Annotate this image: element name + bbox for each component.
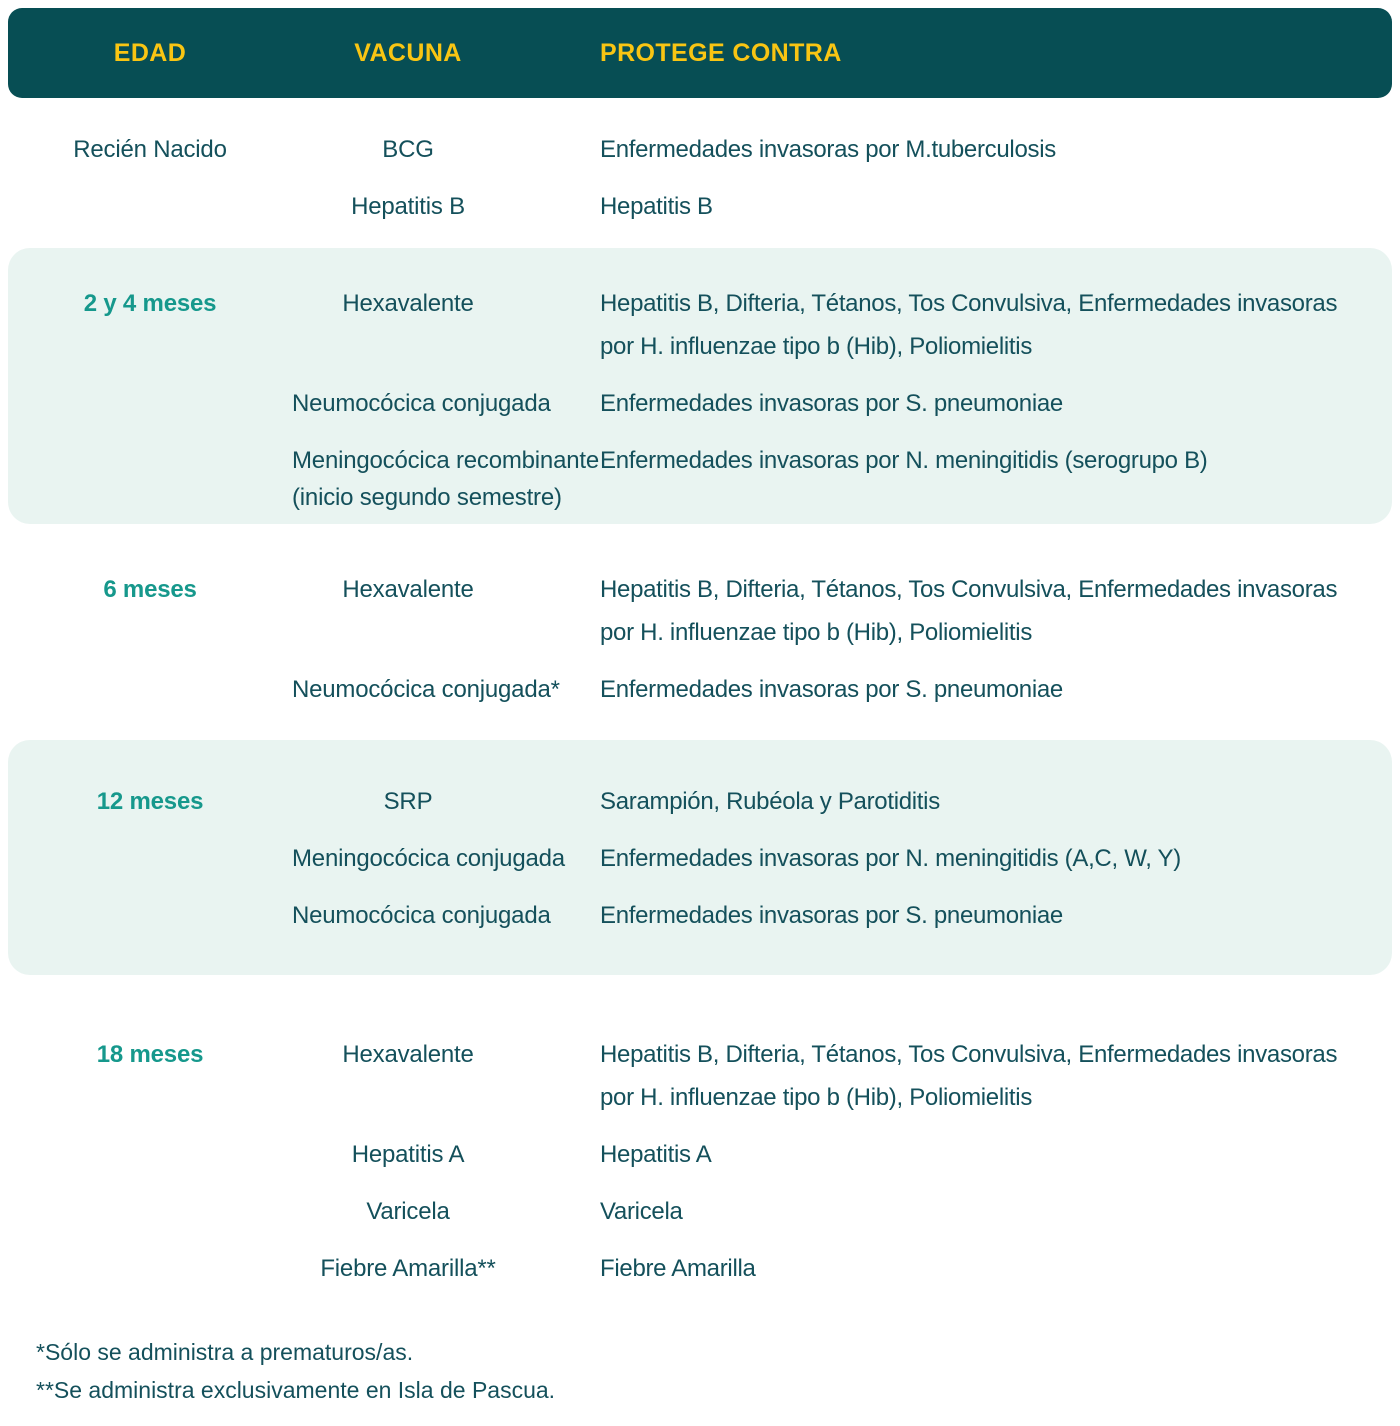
vaccine-name: SRP — [383, 788, 433, 815]
age-section-2-y-4-meses — [8, 248, 1392, 524]
column-header-vacuna: VACUNA — [354, 38, 462, 67]
vaccine-cell — [292, 128, 600, 171]
age-cell — [8, 185, 292, 228]
vaccine-name: Hepatitis B — [351, 193, 465, 220]
vaccine-cell — [292, 668, 600, 711]
protects-cell: Enfermedades invasoras por N. meningitidis (serogrupo B) — [600, 447, 1208, 474]
vaccine-cell — [292, 439, 600, 514]
vaccine-row — [8, 568, 1392, 654]
vaccine-cell — [292, 185, 600, 228]
age-cell — [8, 1133, 292, 1176]
age-label: 2 y 4 meses — [83, 290, 217, 317]
column-header-edad: EDAD — [113, 38, 187, 67]
vaccine-cell — [292, 894, 600, 937]
vaccine-row — [8, 1033, 1392, 1119]
vaccine-name: Neumocócica conjugada — [292, 902, 551, 929]
vaccine-row — [8, 668, 1392, 711]
protects-cell: Varicela — [600, 1198, 683, 1225]
protects-cell: Hepatitis B — [600, 193, 713, 220]
protects-cell: Enfermedades invasoras por S. pneumoniae — [600, 902, 1063, 929]
vaccine-row — [8, 128, 1392, 171]
vaccine-name: Hexavalente — [342, 576, 474, 603]
age-section-18-meses — [8, 975, 1392, 1290]
age-cell — [8, 1190, 292, 1233]
vaccine-cell — [292, 1133, 600, 1176]
vaccine-row — [8, 282, 1392, 368]
age-cell — [8, 382, 292, 425]
vaccine-name: Hepatitis A — [351, 1141, 465, 1168]
protects-cell: Enfermedades invasoras por M.tuberculosis — [600, 136, 1056, 163]
vaccine-name: Neumocócica conjugada* — [292, 676, 560, 703]
table-body — [0, 98, 1400, 1290]
age-label: 12 meses — [96, 788, 204, 815]
vaccine-note: (inicio segundo semestre) — [292, 484, 562, 511]
age-section-6-meses — [8, 524, 1392, 740]
vaccination-schedule-table — [0, 8, 1400, 1426]
protects-cell: Sarampión, Rubéola y Parotiditis — [600, 788, 940, 815]
vaccine-name: Neumocócica conjugada — [292, 390, 551, 417]
age-label: 6 meses — [103, 576, 197, 603]
age-cell — [8, 568, 292, 654]
vaccine-name: Varicela — [366, 1198, 450, 1225]
vaccine-row — [8, 1133, 1392, 1176]
vaccine-row — [8, 382, 1392, 425]
age-label: Recién Nacido — [73, 136, 227, 163]
age-cell — [8, 1247, 292, 1290]
age-cell — [8, 128, 292, 171]
age-cell — [8, 780, 292, 823]
vaccine-row — [8, 780, 1392, 823]
vaccine-cell — [292, 1033, 600, 1119]
vaccine-cell — [292, 382, 600, 425]
vaccine-cell — [292, 837, 600, 880]
table-header-row — [8, 8, 1392, 98]
vaccine-cell — [292, 1247, 600, 1290]
vaccine-row — [8, 894, 1392, 937]
protects-cell: Hepatitis B, Difteria, Tétanos, Tos Convulsiva, Enfermedades invasoras por H. influenzae tipo b (Hib), Poliomielitis — [600, 576, 1338, 646]
vaccine-cell — [292, 568, 600, 654]
age-section-12-meses — [8, 740, 1392, 975]
vaccine-cell — [292, 1190, 600, 1233]
column-header-protege-contra: PROTEGE CONTRA — [600, 38, 842, 67]
protects-cell: Enfermedades invasoras por S. pneumoniae — [600, 390, 1063, 417]
age-cell — [8, 1033, 292, 1119]
protects-cell: Hepatitis B, Difteria, Tétanos, Tos Convulsiva, Enfermedades invasoras por H. influenzae tipo b (Hib), Poliomielitis — [600, 290, 1338, 360]
vaccine-name: BCG — [382, 136, 434, 163]
footnote-isla-de-pascua: **Se administra exclusivamente en Isla de Pascua. — [36, 1377, 556, 1403]
age-label: 18 meses — [96, 1041, 204, 1068]
vaccine-name: Fiebre Amarilla** — [320, 1255, 496, 1282]
age-cell — [8, 439, 292, 514]
vaccine-name: Meningocócica conjugada — [292, 845, 565, 872]
vaccine-cell — [292, 780, 600, 823]
age-section-recien-nacido — [8, 98, 1392, 248]
vaccine-name: Meningocócica recombinante — [292, 447, 599, 474]
protects-cell: Enfermedades invasoras por S. pneumoniae — [600, 676, 1063, 703]
protects-cell: Fiebre Amarilla — [600, 1255, 756, 1282]
protects-cell: Enfermedades invasoras por N. meningitidis (A,C, W, Y) — [600, 845, 1181, 872]
protects-cell: Hepatitis A — [600, 1141, 712, 1168]
age-cell — [8, 282, 292, 368]
protects-cell: Hepatitis B, Difteria, Tétanos, Tos Convulsiva, Enfermedades invasoras por H. influenzae tipo b (Hib), Poliomielitis — [600, 1041, 1338, 1111]
vaccine-row — [8, 185, 1392, 228]
age-cell — [8, 668, 292, 711]
age-cell — [8, 837, 292, 880]
vaccine-cell — [292, 282, 600, 368]
vaccine-row — [8, 1190, 1392, 1233]
vaccine-row — [8, 837, 1392, 880]
footnote-prematuros: *Sólo se administra a prematuros/as. — [36, 1339, 414, 1365]
vaccine-row — [8, 439, 1392, 514]
vaccine-name: Hexavalente — [342, 1041, 474, 1068]
vaccine-name: Hexavalente — [342, 290, 474, 317]
vaccine-row — [8, 1247, 1392, 1290]
footnotes — [8, 1337, 1392, 1405]
age-cell — [8, 894, 292, 937]
